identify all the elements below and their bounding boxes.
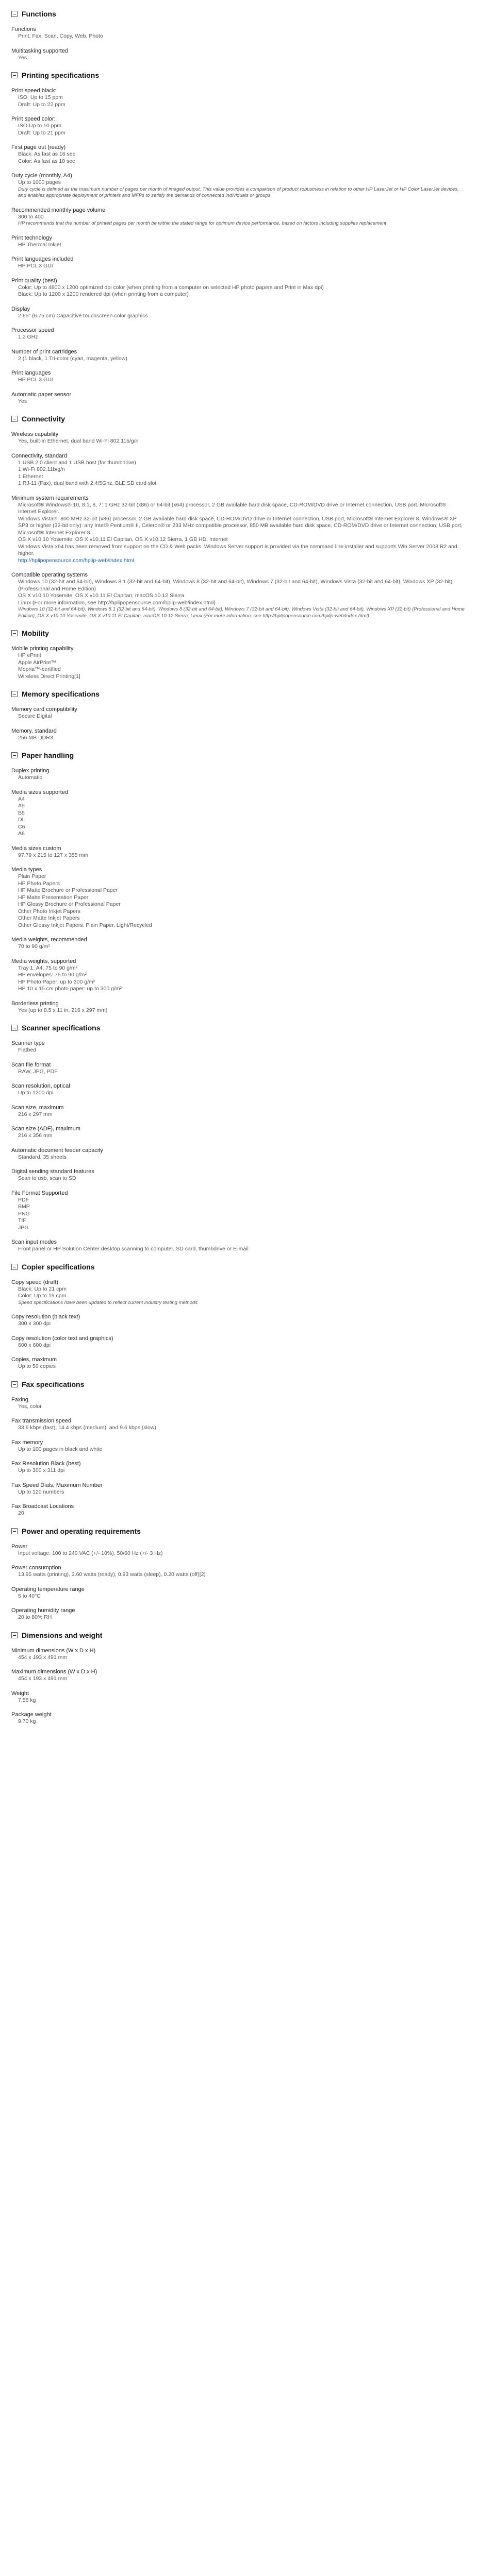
spec-item bbox=[11, 256, 466, 270]
spec-label: Power bbox=[11, 1543, 28, 1550]
spec-value-line: HP Glossy Brochure or Professional Paper bbox=[18, 901, 121, 907]
spec-value-line: Scan to usb, scan to SD bbox=[18, 1175, 76, 1181]
spec-value-line: Draft: Up to 21 ppm bbox=[18, 129, 65, 136]
spec-label: Multitasking supported bbox=[11, 47, 69, 54]
spec-value-line: HP Photo Papers bbox=[18, 880, 60, 887]
spec-label: Print languages included bbox=[11, 256, 74, 262]
spec-item bbox=[11, 1396, 466, 1411]
spec-item bbox=[11, 789, 466, 838]
spec-value-line: Linux (For more information, see http://hplipopensource.com/hplip-web/index.html) bbox=[18, 599, 216, 606]
spec-value-line: Apple AirPrint™ bbox=[18, 659, 57, 666]
spec-item bbox=[11, 431, 466, 445]
spec-item bbox=[11, 495, 466, 565]
spec-value bbox=[11, 1047, 466, 1054]
spec-label: Media weights, recommended bbox=[11, 937, 87, 943]
spec-item bbox=[11, 1168, 466, 1182]
spec-label: Print technology bbox=[11, 234, 52, 241]
spec-value bbox=[11, 55, 466, 62]
collapse-icon[interactable] bbox=[11, 1025, 18, 1031]
spec-item bbox=[11, 1711, 466, 1725]
spec-value-line: A4 bbox=[18, 795, 25, 802]
spec-value-line: HP Matte Presentation Paper bbox=[18, 894, 89, 901]
section-header-scanner-specifications[interactable] bbox=[11, 1021, 466, 1035]
spec-value-line: BMP bbox=[18, 1204, 30, 1210]
spec-value-line: Plain Paper bbox=[18, 873, 46, 879]
spec-item bbox=[11, 571, 466, 619]
spec-label: Display bbox=[11, 306, 30, 312]
spec-value-line: TIF bbox=[18, 1217, 26, 1224]
collapse-icon[interactable] bbox=[11, 11, 18, 17]
spec-label: Duplex printing bbox=[11, 768, 50, 774]
spec-label: Copy speed (draft) bbox=[11, 1279, 59, 1285]
spec-label: Connectivity, standard bbox=[11, 452, 68, 459]
spec-value-line: Front panel or HP Solution Center desktop scanning to computer, SD card, thumbdrive or E-mail bbox=[18, 1246, 249, 1252]
spec-value-line: A5 bbox=[18, 803, 25, 809]
spec-label: Memory, standard bbox=[11, 727, 57, 734]
spec-label: Media sizes custom bbox=[11, 845, 61, 852]
spec-item bbox=[11, 1607, 466, 1621]
spec-value-line: OS X v10.10 Yosemite, OS X v10.11 El Capitan, macOS 10.12 Sierra bbox=[18, 592, 184, 599]
spec-item bbox=[11, 369, 466, 384]
collapse-icon[interactable] bbox=[11, 1264, 18, 1270]
spec-value bbox=[11, 398, 466, 405]
spec-item bbox=[11, 1313, 466, 1328]
spec-value bbox=[11, 377, 466, 384]
spec-item bbox=[11, 87, 466, 108]
spec-item bbox=[11, 348, 466, 363]
spec-value-line: HP Matte Brochure or Professional Paper bbox=[18, 887, 118, 893]
spec-label: Number of print cartridges bbox=[11, 348, 77, 355]
spec-value-line: Yes (up to 8.5 x 11 in, 216 x 297 mm) bbox=[18, 1007, 108, 1013]
spec-value bbox=[11, 1175, 466, 1182]
spec-value-line: Other Glossy Inkjet Papers, Plain Paper, Light/Recycled bbox=[18, 922, 152, 928]
section-header-functions[interactable] bbox=[11, 7, 466, 21]
spec-footnote: Windows 10 (32-bit and 64-bit), Windows 8.1 (32-bit and 64-bit), Windows 8 (32-bit and 64-bit), Windows 7 (32-bit and 64-bit), Windows Vista (32-bit and 64-bit), Windows XP (32-bit) (Professional and Home Edition); OS X v10.10 Yosemite, OS X v10.11 El Capitan, macOS 10.12 Sierra; Linux (For more information, see http://hplipopensource.com/hplip-web/index.html) bbox=[18, 606, 465, 619]
spec-item bbox=[11, 1417, 466, 1432]
spec-value-line: A6 bbox=[18, 831, 25, 837]
spec-value bbox=[11, 1069, 466, 1076]
section-title: Mobility bbox=[22, 629, 49, 637]
spec-value-line: 2 (1 black, 1 Tri-color (cyan, magenta, yellow) bbox=[18, 355, 127, 362]
spec-label: Fax transmission speed bbox=[11, 1418, 72, 1424]
spec-value bbox=[11, 33, 466, 40]
spec-item bbox=[11, 936, 466, 951]
spec-label: Duty cycle (monthly, A4) bbox=[11, 173, 72, 179]
spec-value bbox=[11, 965, 466, 993]
section-title: Copier specifications bbox=[22, 1262, 95, 1271]
spec-label: Scan input modes bbox=[11, 1239, 57, 1245]
spec-value bbox=[11, 1593, 466, 1600]
spec-item bbox=[11, 172, 466, 199]
spec-value-line: Up to 1200 dpi bbox=[18, 1090, 54, 1096]
spec-value-line: JPG bbox=[18, 1224, 29, 1231]
spec-value-line: 1 RJ-11 (Fax), dual band with 2.4/5Ghz, BLE,SD card slot bbox=[18, 480, 157, 486]
spec-item bbox=[11, 1647, 466, 1662]
spec-value-line: ISO:Up to 10 ppm bbox=[18, 123, 62, 129]
spec-item bbox=[11, 1239, 466, 1253]
spec-label: Memory card compatibility bbox=[11, 706, 77, 713]
spec-value bbox=[11, 1090, 466, 1097]
spec-item bbox=[11, 1125, 466, 1140]
spec-item bbox=[11, 1690, 466, 1704]
collapse-icon[interactable] bbox=[11, 691, 18, 697]
spec-value-line: Yes, color bbox=[18, 1403, 42, 1410]
spec-value-line: Windows Vista®: 800 MHz 32-bit (x86) processor, 2 GB available hard disk space, CD-ROM/DVD drive or Internet connection, USB port, Microsoft® Internet Explorer 8. Windows® XP SP3 or higher (32-bit only): any Intel® Pentium® II, Celeron® or 233 MHz compatible processor, 850 MB available hard disk space, CD-ROM/DVD drive or Internet connection, USB port, Microsoft® Internet Explorer 8. bbox=[18, 515, 463, 536]
spec-label: Package weight bbox=[11, 1711, 52, 1718]
spec-item bbox=[11, 845, 466, 859]
spec-label: Faxing bbox=[11, 1396, 29, 1403]
spec-value-line: DL bbox=[18, 817, 25, 823]
spec-value bbox=[11, 460, 466, 487]
spec-label: Print languages bbox=[11, 370, 51, 376]
spec-value-line: HP PCL 3 GUI bbox=[18, 263, 53, 269]
spec-value-line: HP PCL 3 GUI bbox=[18, 377, 53, 383]
spec-item bbox=[11, 645, 466, 680]
spec-value-line: 2.65" (6.75 cm) Capacitive touchscreen color graphics bbox=[18, 312, 148, 319]
spec-item bbox=[11, 1040, 466, 1054]
spec-label: Functions bbox=[11, 26, 36, 32]
spec-item bbox=[11, 277, 466, 298]
spec-label: Print speed black: bbox=[11, 88, 57, 94]
spec-value bbox=[11, 1571, 466, 1579]
spec-label: Scanner type bbox=[11, 1040, 45, 1046]
spec-value bbox=[11, 1467, 466, 1475]
spec-label: Fax Broadcast Locations bbox=[11, 1503, 74, 1510]
spec-value bbox=[11, 1342, 466, 1349]
spec-value bbox=[11, 1363, 466, 1370]
spec-value-line: Wireless Direct Printing[1] bbox=[18, 673, 80, 680]
spec-value-line: 20 bbox=[18, 1510, 24, 1516]
spec-value bbox=[11, 796, 466, 838]
spec-value-line: 97.79 x 215 to 127 x 355 mm bbox=[18, 852, 89, 858]
spec-value bbox=[11, 313, 466, 320]
spec-label: File Format Supported bbox=[11, 1190, 68, 1196]
spec-value bbox=[11, 943, 466, 951]
spec-item bbox=[11, 706, 466, 720]
spec-value bbox=[11, 355, 466, 363]
spec-value bbox=[11, 713, 466, 720]
spec-label: Compatible operating systems bbox=[11, 572, 88, 578]
spec-value bbox=[11, 774, 466, 782]
spec-item bbox=[11, 26, 466, 40]
spec-value-line: 216 x 297 mm bbox=[18, 1111, 53, 1117]
spec-item bbox=[11, 144, 466, 165]
collapse-icon[interactable] bbox=[11, 72, 18, 78]
spec-label: Maximum dimensions (W x D x H) bbox=[11, 1669, 97, 1675]
spec-item bbox=[11, 1000, 466, 1014]
spec-value bbox=[11, 1697, 466, 1704]
section-title: Dimensions and weight bbox=[22, 1631, 103, 1639]
spec-value bbox=[11, 1550, 466, 1557]
spec-value-line: B5 bbox=[18, 809, 25, 816]
spec-label: Minimum dimensions (W x D x H) bbox=[11, 1647, 96, 1654]
spec-label: Print speed color: bbox=[11, 116, 56, 122]
spec-value-line: Microsoft® Windows® 10, 8.1, 8, 7: 1 GHz 32-bit (x86) or 64-bit (x64) processor, 2 GB available hard disk space, CD-ROM/DVD drive or Internet connection, USB port, Microsoft® Internet Explorer. bbox=[18, 501, 446, 515]
spec-value-line: RAW, JPG, PDF bbox=[18, 1068, 58, 1075]
spec-value-line: 1 Wi-Fi 802.11b/g/n bbox=[18, 466, 65, 472]
spec-value bbox=[11, 151, 466, 165]
spec-value-line: 300 to 400 bbox=[18, 213, 44, 220]
section-title: Printing specifications bbox=[22, 71, 100, 79]
spec-value bbox=[11, 1154, 466, 1161]
spec-value-line: HP Photo Paper: up to 300 g/m² bbox=[18, 978, 95, 985]
spec-value bbox=[11, 123, 466, 137]
spec-label: Power consumption bbox=[11, 1565, 61, 1571]
spec-value-line: Up to 100 pages in black and white bbox=[18, 1446, 103, 1452]
spec-value bbox=[11, 242, 466, 249]
spec-item bbox=[11, 958, 466, 993]
spec-value-line: 20 to 80% RH bbox=[18, 1614, 52, 1620]
collapse-icon[interactable] bbox=[11, 1528, 18, 1534]
spec-item bbox=[11, 866, 466, 929]
spec-value-line: Secure Digital bbox=[18, 713, 52, 719]
spec-label: Scan size (ADF), maximum bbox=[11, 1126, 80, 1132]
spec-value-line: Other Matte Inkjet Papers bbox=[18, 915, 80, 921]
section-header-copier-specifications[interactable] bbox=[11, 1260, 466, 1274]
spec-value-line: 7.58 kg bbox=[18, 1697, 36, 1703]
spec-label: First page out (ready) bbox=[11, 144, 66, 150]
spec-value bbox=[11, 579, 466, 606]
spec-value-line: 1 USB 2.0 client and 1 USB host (for thumbdrive) bbox=[18, 459, 136, 466]
spec-value-line: Color: As fast as 18 sec bbox=[18, 158, 75, 164]
spec-value-line: Color: Up to 4800 x 1200 optimized dpi color (when printing from a computer on selected HP photo papers and Print in Max dpi) bbox=[18, 284, 324, 291]
collapse-icon[interactable] bbox=[11, 630, 18, 636]
spec-item bbox=[11, 1564, 466, 1579]
spec-value bbox=[11, 284, 466, 298]
spec-item bbox=[11, 1082, 466, 1097]
spec-value-line: Color: Up to 19 cpm bbox=[18, 1293, 67, 1299]
spec-value-line: Yes bbox=[18, 398, 27, 404]
spec-value bbox=[11, 1718, 466, 1725]
spec-item bbox=[11, 452, 466, 487]
spec-label: Scan resolution, optical bbox=[11, 1083, 70, 1089]
spec-value-line: 5 to 40°C bbox=[18, 1592, 41, 1599]
spec-value-line: HP ePrint bbox=[18, 652, 41, 658]
spec-label: Digital sending standard features bbox=[11, 1168, 94, 1175]
spec-label: Borderless printing bbox=[11, 1000, 59, 1007]
spec-value bbox=[11, 263, 466, 270]
spec-value bbox=[11, 873, 466, 929]
section-title: Connectivity bbox=[22, 415, 65, 423]
spec-value-line: 13.95 watts (printing), 3.60 watts (ready), 0.93 watts (sleep), 0.20 watts (off)[2] bbox=[18, 1571, 206, 1578]
spec-item bbox=[11, 1061, 466, 1076]
spec-value-line: 1 Ethernet bbox=[18, 473, 43, 480]
spec-label: Media weights, supported bbox=[11, 958, 76, 964]
spec-value-line: Draft: Up to 22 ppm bbox=[18, 101, 65, 108]
spec-sheet bbox=[0, 7, 477, 1743]
spec-value bbox=[11, 1111, 466, 1118]
spec-item bbox=[11, 1668, 466, 1683]
spec-label: Processor speed bbox=[11, 327, 54, 333]
spec-value-line: Yes bbox=[18, 54, 27, 61]
spec-label: Wireless capability bbox=[11, 431, 59, 437]
spec-label: Scan size, maximum bbox=[11, 1104, 64, 1111]
spec-value bbox=[11, 438, 466, 445]
spec-value bbox=[11, 179, 466, 187]
section-header-mobility[interactable] bbox=[11, 626, 466, 640]
spec-value-line: HP 10 x 15 cm photo paper: up to 300 g/m² bbox=[18, 986, 122, 992]
spec-item bbox=[11, 115, 466, 137]
spec-value bbox=[11, 1320, 466, 1328]
spec-item bbox=[11, 327, 466, 341]
spec-value-line: Windows 10 (32-bit and 64-bit), Windows 8.1 (32-bit and 64-bit), Windows 8 (32-bit and 64-bit), Windows 7 (32-bit and 64-bit), Windows Vista (32-bit and 64-bit), Windows XP (32-bit) (Professional and Home Edition) bbox=[18, 579, 453, 592]
spec-value bbox=[11, 1489, 466, 1496]
spec-value bbox=[11, 334, 466, 341]
spec-value bbox=[11, 1132, 466, 1140]
spec-label: Mobile printing capability bbox=[11, 646, 74, 652]
spec-value bbox=[11, 852, 466, 859]
spec-item bbox=[11, 727, 466, 742]
section-title: Paper handling bbox=[22, 751, 74, 759]
spec-item bbox=[11, 1147, 466, 1161]
collapse-icon[interactable] bbox=[11, 752, 18, 758]
spec-value-line: C6 bbox=[18, 823, 25, 830]
spec-item bbox=[11, 1356, 466, 1370]
spec-label: Operating temperature range bbox=[11, 1586, 85, 1592]
spec-value-line: Flatbed bbox=[18, 1047, 37, 1053]
spec-label: Minimum system requirements bbox=[11, 495, 89, 501]
spec-value-line: 600 x 600 dpi bbox=[18, 1342, 51, 1348]
spec-item bbox=[11, 234, 466, 249]
spec-value-line: Black: As fast as 16 sec bbox=[18, 151, 75, 157]
spec-value-line: Up to 300 x 311 dpi bbox=[18, 1467, 65, 1473]
spec-value-line: PNG bbox=[18, 1210, 30, 1217]
spec-value bbox=[11, 214, 466, 221]
section-title: Scanner specifications bbox=[22, 1024, 101, 1032]
spec-label: Copy resolution (color text and graphics) bbox=[11, 1335, 113, 1342]
spec-value-line: ISO: Up to 15 ppm bbox=[18, 94, 63, 100]
section-header-power-and-operating-requirements[interactable] bbox=[11, 1524, 466, 1538]
spec-value bbox=[11, 1197, 466, 1232]
spec-value-line: Up to 50 copies bbox=[18, 1363, 56, 1369]
spec-item bbox=[11, 1460, 466, 1475]
spec-value-line: Print, Fax, Scan, Copy, Web, Photo bbox=[18, 33, 103, 39]
spec-item bbox=[11, 47, 466, 62]
spec-item bbox=[11, 1586, 466, 1600]
spec-item bbox=[11, 1190, 466, 1232]
spec-label: Weight bbox=[11, 1690, 29, 1697]
spec-value bbox=[11, 94, 466, 108]
spec-item bbox=[11, 1503, 466, 1517]
spec-label: Media sizes supported bbox=[11, 789, 69, 795]
spec-value-line: HP envelopes: 75 to 90 g/m² bbox=[18, 972, 87, 978]
spec-label: Fax Speed Dials, Maximum Number bbox=[11, 1482, 103, 1488]
spec-value bbox=[11, 1425, 466, 1432]
spec-item bbox=[11, 391, 466, 405]
spec-value-line: 70 to 90 g/m² bbox=[18, 943, 50, 950]
hplip-link[interactable]: http://hplipopensource.com/hplip-web/index.html bbox=[18, 557, 134, 564]
section-title: Power and operating requirements bbox=[22, 1527, 141, 1535]
spec-footnote: HP recommends that the number of printed pages per month be within the stated range for optimum device performance, based on factors including supplies replacement bbox=[18, 221, 387, 226]
spec-item bbox=[11, 1104, 466, 1118]
spec-value-line: Up to 1000 pages bbox=[18, 179, 61, 185]
spec-value-line: Tray 1: A4: 75 to 90 g/m² bbox=[18, 964, 78, 971]
spec-footnote: Duty cycle is defined as the maximum number of pages per month of imaged output. This value provides a comparison of product robustness in relation to other HP LaserJet or HP Color LaserJet devices, and enables appropriate deployment of printers and MFPs to satisfy the demands of connected individuals or groups. bbox=[18, 186, 459, 198]
spec-value-line: 1.2 GHz bbox=[18, 334, 38, 340]
spec-value-line: Input voltage: 100 to 240 VAC (+/- 10%), 50/60 Hz (+/- 3 Hz) bbox=[18, 1550, 163, 1556]
spec-value-line: Other Photo Inkjet Papers bbox=[18, 908, 80, 914]
collapse-icon[interactable] bbox=[11, 1632, 18, 1638]
spec-value bbox=[11, 1614, 466, 1621]
spec-label: Scan file format bbox=[11, 1061, 51, 1068]
spec-value-line: 33.6 kbps (fast), 14.4 kbps (medium), and 9.6 kbps (slow) bbox=[18, 1425, 156, 1431]
spec-value bbox=[11, 502, 466, 565]
section-title: Functions bbox=[22, 10, 56, 18]
spec-label: Automatic paper sensor bbox=[11, 391, 72, 398]
spec-value-line: Up to 120 numbers bbox=[18, 1488, 64, 1495]
spec-value-line: PDF bbox=[18, 1196, 29, 1203]
spec-item bbox=[11, 1335, 466, 1349]
spec-value-line: OS X v10.10 Yosemite, OS X v10.11 El Capitan, OS X v10.12 Sierra, 1 GB HD, Internet bbox=[18, 536, 228, 543]
spec-value bbox=[11, 1510, 466, 1517]
spec-value-line: Automatic bbox=[18, 774, 42, 781]
section-header-paper-handling[interactable] bbox=[11, 749, 466, 762]
spec-value bbox=[11, 1675, 466, 1683]
spec-item bbox=[11, 1482, 466, 1496]
spec-value-line: 256 MB DDR3 bbox=[18, 734, 53, 741]
spec-value-line: 454 x 193 x 491 mm bbox=[18, 1654, 68, 1660]
spec-item bbox=[11, 306, 466, 320]
section-header-printing-specifications[interactable] bbox=[11, 69, 466, 82]
spec-value bbox=[11, 735, 466, 742]
spec-item bbox=[11, 1279, 466, 1307]
spec-value bbox=[11, 1403, 466, 1411]
spec-value-line: Windows Vista x64 has been removed from support on the CD & Web packs. Windows Server support is provided via the command line installer and supports Win Server 2008 R2 and higher. bbox=[18, 543, 457, 556]
spec-value bbox=[11, 1246, 466, 1253]
spec-item bbox=[11, 1543, 466, 1557]
spec-item bbox=[11, 207, 466, 227]
spec-value-line: HP Thermal Inkjet bbox=[18, 241, 61, 248]
spec-label: Recommended monthly page volume bbox=[11, 207, 106, 213]
spec-item bbox=[11, 1439, 466, 1453]
spec-label: Copy resolution (black text) bbox=[11, 1314, 80, 1320]
section-header-connectivity[interactable] bbox=[11, 412, 466, 426]
spec-value-line: Yes, built-in Ethernet, dual band Wi-Fi 802.11b/g/n bbox=[18, 438, 139, 444]
spec-value bbox=[11, 652, 466, 680]
spec-label: Print quality (best) bbox=[11, 277, 57, 284]
section-title: Memory specifications bbox=[22, 690, 100, 698]
spec-value-line: 9.70 kg bbox=[18, 1718, 36, 1724]
spec-value bbox=[11, 1446, 466, 1453]
spec-label: Copies, maximum bbox=[11, 1357, 57, 1363]
spec-value-line: Standard, 35 sheets bbox=[18, 1154, 67, 1160]
section-header-memory-specifications[interactable] bbox=[11, 687, 466, 701]
spec-footnote: Speed specifications have been updated to reflect current industry testing methods bbox=[18, 1299, 198, 1306]
spec-value-line: Mopria™-certified bbox=[18, 666, 61, 672]
spec-value bbox=[11, 1654, 466, 1662]
spec-label: Fax Resolution Black (best) bbox=[11, 1461, 81, 1467]
spec-label: Fax memory bbox=[11, 1439, 43, 1446]
spec-value-line: Black: Up to 21 cpm bbox=[18, 1285, 67, 1292]
spec-label: Operating humidity range bbox=[11, 1607, 75, 1614]
section-header-fax-specifications[interactable] bbox=[11, 1378, 466, 1391]
section-header-dimensions-and-weight[interactable] bbox=[11, 1629, 466, 1642]
spec-label: Media types bbox=[11, 867, 42, 873]
spec-item bbox=[11, 767, 466, 782]
spec-label: Automatic document feeder capacity bbox=[11, 1147, 103, 1154]
spec-value-line: Black: Up to 1200 x 1200 rendered dpi (when printing from a computer) bbox=[18, 291, 189, 297]
collapse-icon[interactable] bbox=[11, 1381, 18, 1387]
spec-value-line: 300 x 300 dpi bbox=[18, 1320, 51, 1327]
spec-value bbox=[11, 1286, 466, 1300]
spec-value-line: 454 x 193 x 491 mm bbox=[18, 1675, 68, 1682]
section-title: Fax specifications bbox=[22, 1380, 85, 1388]
spec-value-line: 216 x 356 mm bbox=[18, 1132, 53, 1139]
spec-value bbox=[11, 1007, 466, 1014]
collapse-icon[interactable] bbox=[11, 416, 18, 422]
